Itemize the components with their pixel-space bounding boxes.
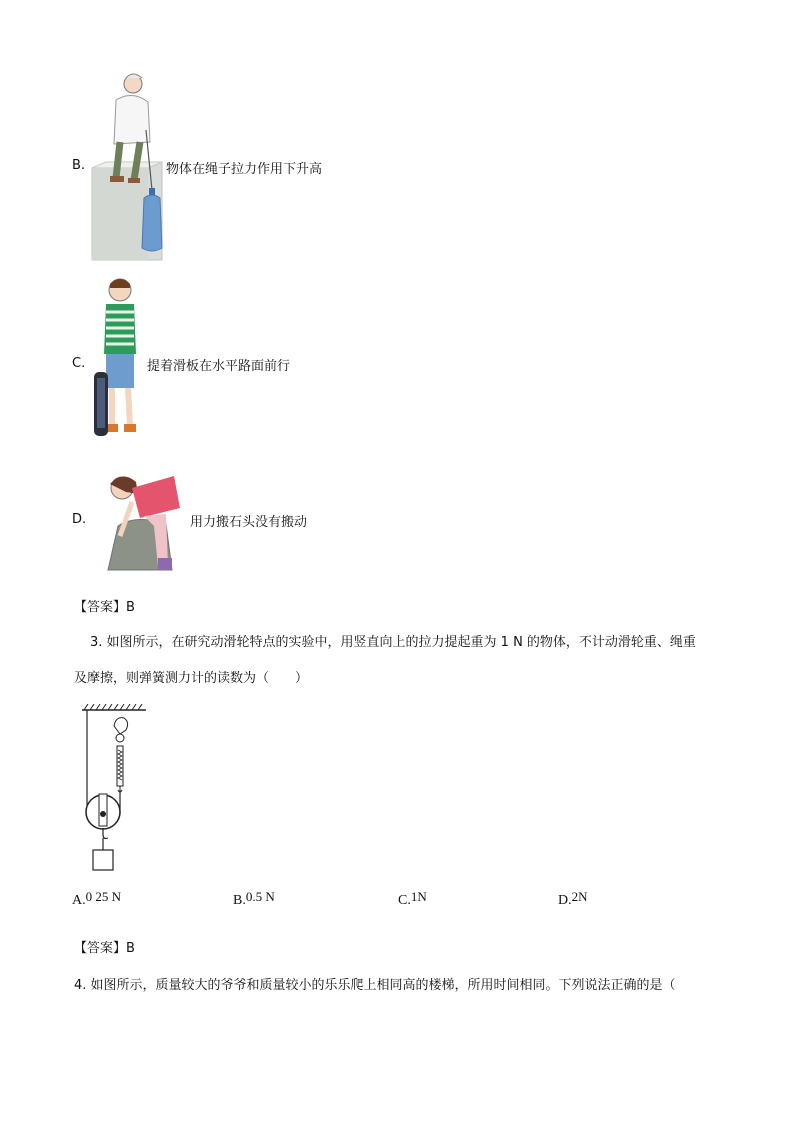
answer-label: 【答案】B [74,600,135,615]
boy-carrying-skateboard-illustration [92,276,144,448]
choice-d-value: 2N [571,889,588,904]
option-b-letter: B. [72,158,86,173]
choice-d[interactable] [558,889,588,909]
choice-b-value: 0.5 N [245,889,275,904]
choice-b-letter: B. [233,893,246,908]
choice-c-letter: C. [398,893,411,908]
option-c-text: 提着滑板在水平路面前行 [147,359,291,374]
old-man-lifting-bottle-illustration [88,70,168,262]
question-3-line-2: 及摩擦，则弹簧测力计的读数为（ ） [74,671,309,686]
movable-pulley-diagram [80,704,150,876]
answer-label-2: 【答案】B [74,941,135,956]
option-d-text: 用力搬石头没有搬动 [190,515,308,530]
choice-c-value: 1N [410,889,427,904]
option-c-letter: C. [72,356,86,371]
choice-d-letter: D. [558,893,572,908]
choice-a[interactable] [72,889,122,909]
option-b-text: 物体在绳子拉力作用下升高 [166,162,323,177]
choice-a-letter: A. [72,893,86,908]
choice-c[interactable] [398,889,427,909]
girl-pushing-stone-illustration [96,466,186,578]
question-4-line-1: 4. 如图所示，质量较大的爷爷和质量较小的乐乐爬上相同高的楼梯，所用时间相同。下列说法正确的是（ [74,978,676,993]
choice-b[interactable] [233,889,275,909]
choice-a-value: 0 25 N [85,889,122,904]
option-d-letter: D. [72,512,87,527]
question-3-line-1: 3. 如图所示，在研究动滑轮特点的实验中，用竖直向上的拉力提起重为 1 N 的物体，不计动滑轮重、绳重 [90,635,696,650]
